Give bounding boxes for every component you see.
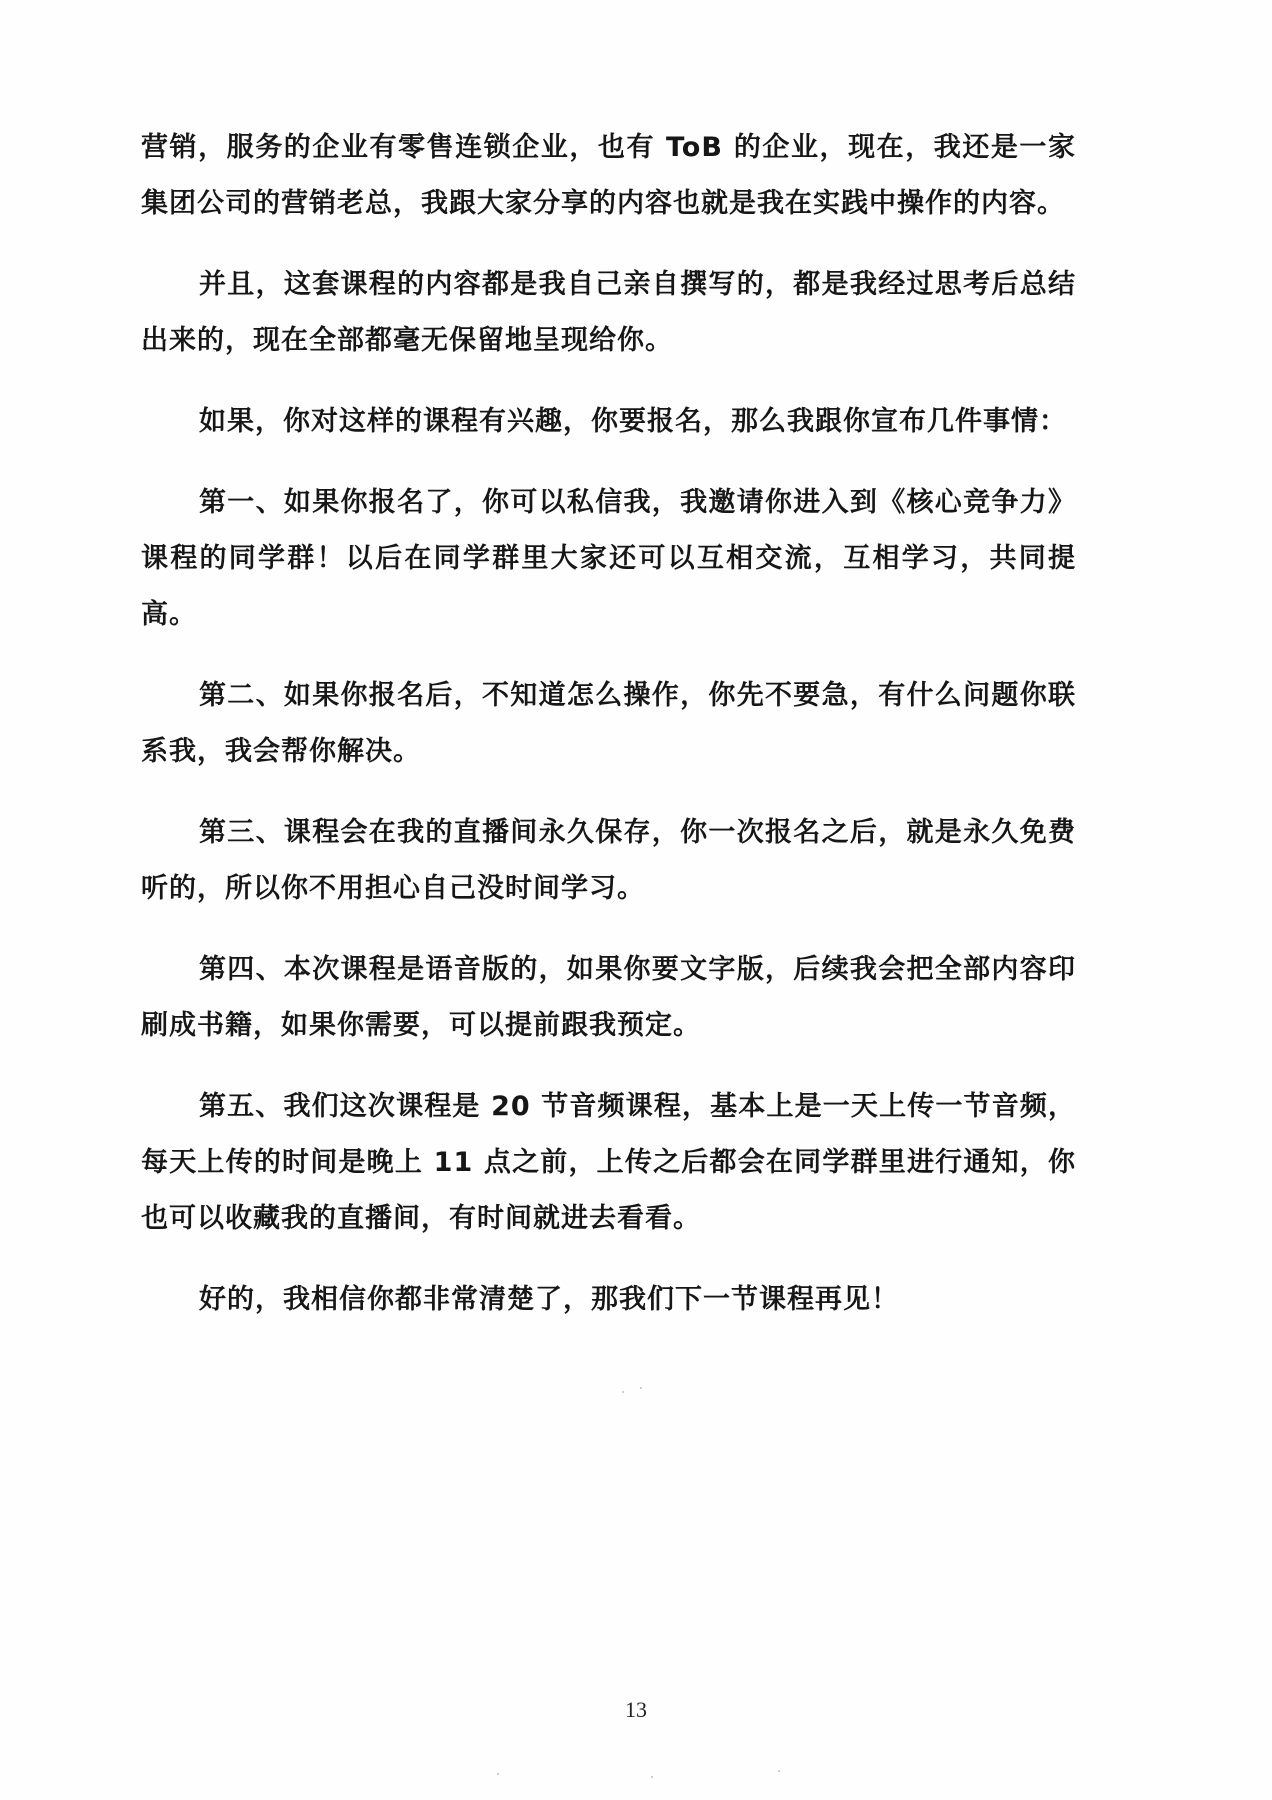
scan-speck	[640, 1387, 642, 1389]
scan-speck	[778, 1770, 780, 1772]
paragraph-item-5: 第五、我们这次课程是 20 节音频课程，基本上是一天上传一节音频，每天上传的时间是晚上 11 点之前，上传之后都会在同学群里进行通知，你也可以收藏我的直播间，有时间就进去看看。	[141, 1091, 1076, 1234]
paragraph-announcement: 如果，你对这样的课程有兴趣，你要报名，那么我跟你宣布几件事情：	[199, 406, 1067, 437]
paragraph-item-3: 第三、课程会在我的直播间永久保存，你一次报名之后，就是永久免费听的，所以你不用担心自己没时间学习。	[141, 817, 1076, 904]
page-number: 13	[625, 1697, 647, 1722]
paragraph-course-content: 并且，这套课程的内容都是我自己亲自撰写的，都是我经过思考后总结出来的，现在全部都毫无保留地呈现给你。	[141, 269, 1076, 356]
scan-speck	[497, 1773, 499, 1775]
scan-speck	[622, 1391, 624, 1393]
paragraph-item-1: 第一、如果你报名了，你可以私信我，我邀请你进入到《核心竞争力》课程的同学群！以后在同学群里大家还可以互相交流，互相学习，共同提高。	[141, 487, 1076, 630]
paragraph-intro: 营销，服务的企业有零售连锁企业，也有 ToB 的企业，现在，我还是一家集团公司的营销老总，我跟大家分享的内容也就是我在实践中操作的内容。	[141, 132, 1076, 219]
body-text	[141, 120, 1076, 1353]
paragraph-item-2: 第二、如果你报名后，不知道怎么操作，你先不要急，有什么问题你联系我，我会帮你解决。	[141, 680, 1076, 767]
paragraph-item-4: 第四、本次课程是语音版的，如果你要文字版，后续我会把全部内容印刷成书籍，如果你需要，可以提前跟我预定。	[141, 954, 1076, 1041]
scan-speck	[651, 1776, 653, 1778]
paragraph-closing: 好的，我相信你都非常清楚了，那我们下一节课程再见！	[199, 1284, 899, 1315]
